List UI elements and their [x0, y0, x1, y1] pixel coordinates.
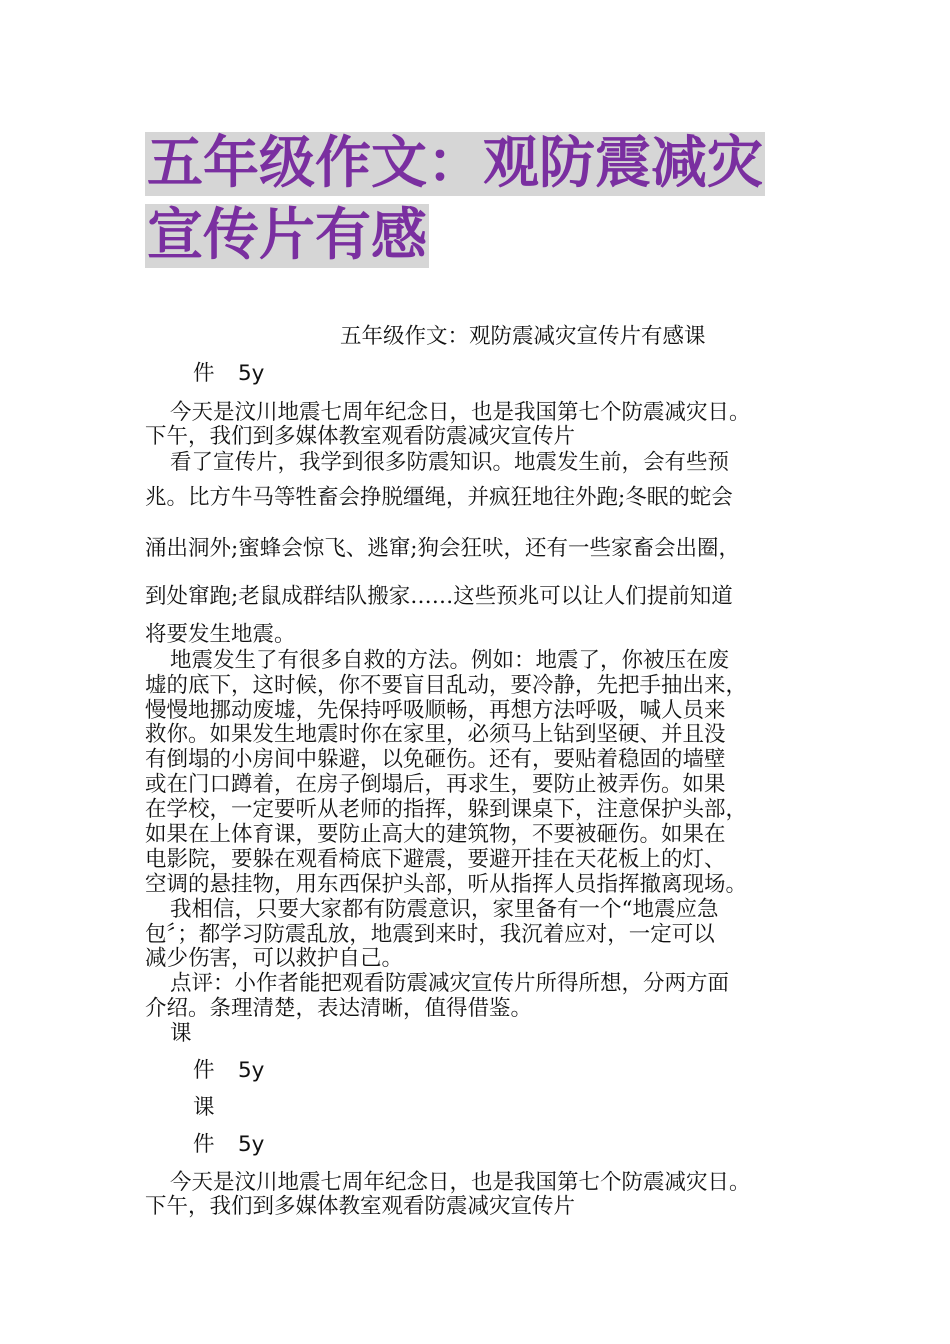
courseware-label: 件: [193, 1132, 215, 1157]
paragraph-line: 课: [170, 1021, 192, 1046]
paragraph-line: 涌出洞外;蜜蜂会惊飞、逃窜;狗会狂吠，还有一些家畜会出圈，: [145, 536, 740, 561]
courseware-code: 5y: [238, 361, 265, 386]
paragraph-line: 包〞；都学习防震乱放，地震到来时，我沉着应对，一定可以: [145, 922, 715, 947]
document-title-line-2: 宣传片有感: [147, 203, 427, 268]
paragraph-line: 今天是汶川地震七周年纪念日，也是我国第七个防震减灾日。: [170, 400, 751, 425]
courseware-ke: 课: [193, 1095, 215, 1120]
paragraph-line: 有倒塌的小房间中躲避，以免砸伤。还有，要贴着稳固的墙壁: [145, 747, 726, 772]
paragraph-line: 在学校，一定要听从老师的指挥，躲到课桌下，注意保护头部，: [145, 797, 748, 822]
paragraph-line: 介绍。条理清楚，表达清晰，值得借鉴。: [145, 996, 533, 1021]
paragraph-line: 到处窜跑;老鼠成群结队搬家……这些预兆可以让人们提前知道: [145, 584, 733, 609]
courseware-label: 件: [193, 361, 215, 386]
paragraph-line: 或在门口蹲着，在房子倒塌后，再求生，要防止被弄伤。如果: [145, 772, 726, 797]
paragraph-line: 将要发生地震。: [145, 622, 296, 647]
document-title-line-1: 五年级作文：观防震减灾: [147, 131, 763, 196]
paragraph-line: 兆。比方牛马等牲畜会挣脱缰绳，并疯狂地往外跑;冬眠的蛇会: [145, 485, 733, 510]
paragraph-line: 减少伤害，可以救护自己。: [145, 946, 404, 971]
courseware-code: 5y: [238, 1058, 265, 1083]
paragraph-line: 下午，我们到多媒体教室观看防震减灾宣传片: [145, 424, 576, 449]
paragraph-line: 地震发生了有很多自救的方法。例如：地震了，你被压在废: [170, 648, 730, 673]
paragraph-line: 看了宣传片，我学到很多防震知识。地震发生前，会有些预: [170, 450, 730, 475]
paragraph-line: 如果在上体育课，要防止高大的建筑物，不要被砸伤。如果在: [145, 822, 726, 847]
paragraph-line: 今天是汶川地震七周年纪念日，也是我国第七个防震减灾日。: [170, 1170, 751, 1195]
paragraph-line: 电影院，要躲在观看椅底下避震，要避开挂在天花板上的灯、: [145, 847, 726, 872]
document-subtitle: 五年级作文：观防震减灾宣传片有感课: [340, 324, 706, 349]
paragraph-line: 我相信，只要大家都有防震意识，家里备有一个“地震应急: [170, 897, 719, 922]
paragraph-line: 空调的悬挂物，用东西保护头部，听从指挥人员指挥撤离现场。: [145, 872, 748, 897]
paragraph-line: 慢慢地挪动废墟，先保持呼吸顺畅，再想方法呼吸，喊人员来: [145, 698, 726, 723]
paragraph-line: 点评：小作者能把观看防震减灾宣传片所得所想，分两方面: [170, 971, 730, 996]
paragraph-line: 下午，我们到多媒体教室观看防震减灾宣传片: [145, 1194, 576, 1219]
courseware-label: 件: [193, 1058, 215, 1083]
paragraph-line: 墟的底下，这时候，你不要盲目乱动，要冷静，先把手抽出来，: [145, 673, 748, 698]
paragraph-line: 救你。如果发生地震时你在家里，必须马上钻到坚硬、并且没: [145, 722, 726, 747]
courseware-code: 5y: [238, 1132, 265, 1157]
